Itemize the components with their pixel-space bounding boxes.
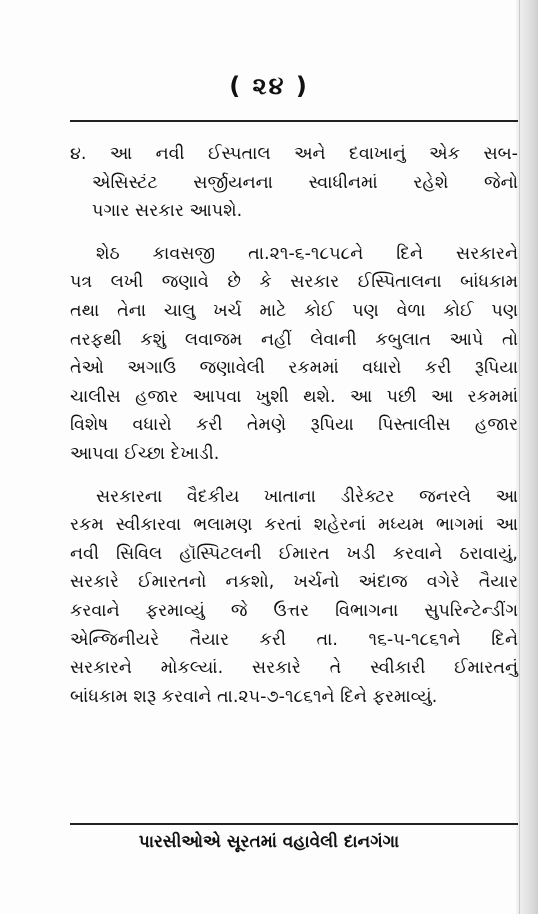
body-text bbox=[70, 140, 518, 725]
text-line: સરકારે ઈમારતનો નકશો, ખર્ચનો અંદાજ વગેરે તૈયાર bbox=[70, 572, 518, 593]
text-line: કરવાને ફરમાવ્યું જે ઉત્તર વિભાગના સુપરિન્ટેન્ડીંગ bbox=[70, 600, 518, 621]
text-line: તથા તેના ચાલુ ખર્ચ માટે કોઈ પણ વેળા કોઈ પણ bbox=[70, 300, 518, 321]
paragraph-3 bbox=[70, 483, 518, 712]
text-line: ૪. આ નવી ઈસ્પતાલ અને દવાખાનું એક સબ- bbox=[70, 144, 518, 164]
text-line: પગાર સરકાર આપશે. bbox=[92, 201, 243, 222]
text-line: રકમ સ્વીકારવા ભલામણ કરતાં શહેરનાં મધ્યમ ભાગમાં આ bbox=[70, 515, 518, 536]
top-rule bbox=[70, 120, 518, 122]
text-line: બાંધકામ શરૂ કરવાને તા.૨૫-૭-૧૮૬૧ને દિને ફરમાવ્યું. bbox=[70, 686, 438, 707]
text-line: નવી સિવિલ હૉસ્પિટલની ઈમારત ખડી કરવાને ઠરાવાયું, bbox=[70, 543, 518, 564]
paragraph-2 bbox=[70, 240, 518, 469]
text-line: એન્જિનીયરે તૈયાર કરી તા. ૧૬-૫-૧૮૬૧ને દિને bbox=[70, 629, 518, 650]
text-line: એસિસ્ટંટ સર્જીયનના સ્વાધીનમાં રહેશે જેનો bbox=[92, 172, 518, 193]
text-line: ચાલીસ હજાર આપવા ખુશી થશે. આ પછી આ રકમમાં bbox=[70, 386, 518, 407]
text-line: આપવા ઈચ્છા દેખાડી. bbox=[70, 443, 220, 464]
text-line: તેઓ અગાઉ જણાવેલી રકમમાં વધારો કરી રૂપિયા bbox=[70, 358, 518, 379]
text-line: પત્ર લખી જણાવે છે કે સરકાર ઈસ્પિતાલના બાંધકામ bbox=[70, 272, 518, 293]
page-edge-line bbox=[519, 0, 520, 914]
page-number: ( ૨૪ ) bbox=[229, 72, 309, 100]
text-line: સરકારને મોકલ્યાં. સરકારે તે સ્વીકારી ઈમારતનું bbox=[70, 658, 518, 679]
running-footer-title: પારસીઓએ સૂરતમાં વહાવેલી દાનગંગા bbox=[138, 832, 400, 852]
paragraph-1 bbox=[70, 140, 518, 226]
text-line: શેઠ કાવસજી તા.૨૧-૬-૧૮૫૮ને દિને સરકારને bbox=[96, 243, 518, 264]
text-line: સરકારના વૈદકીય ખાતાના ડીરેક્ટર જનરલે આ bbox=[96, 486, 518, 507]
text-line: તરફથી કશું લવાજમ નહીં લેવાની કબુલાત આપે તો bbox=[70, 329, 518, 350]
bottom-rule bbox=[70, 823, 518, 825]
text-line: વિશેષ વધારો કરી તેમણે રૂપિયા પિસ્તાલીસ હજાર bbox=[70, 415, 518, 436]
